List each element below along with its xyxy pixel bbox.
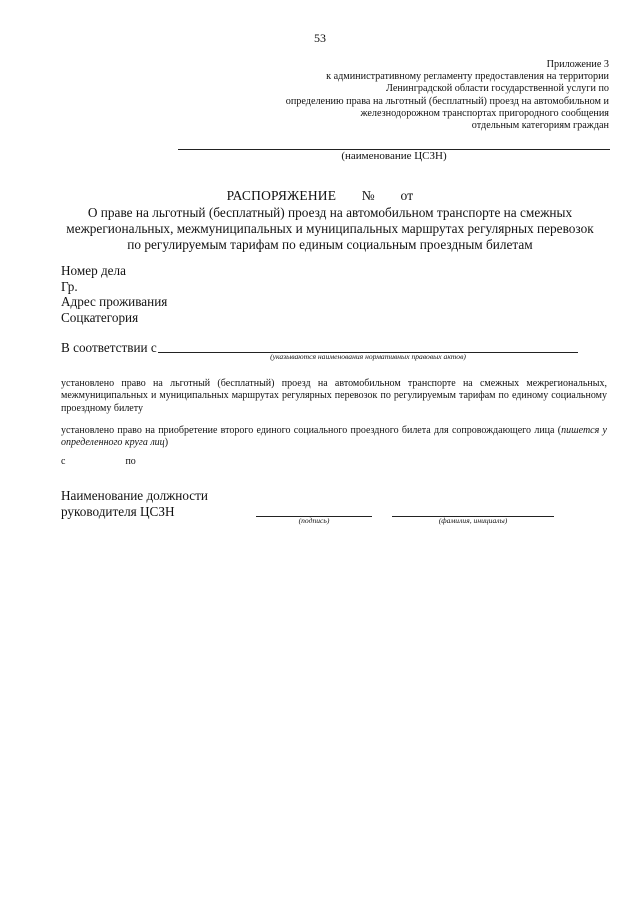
basis-label: В соответствии с [61, 340, 157, 355]
appendix-line: определению права на льготный (бесплатный) проезд на автомобильном и [285, 95, 609, 107]
social-category-label: Соцкатегория [61, 309, 139, 325]
second-ticket-paragraph [61, 425, 607, 450]
signature-caption: (подпись) [298, 516, 330, 525]
page-number: 53 [314, 31, 326, 45]
case-fields [61, 263, 167, 325]
head-position [61, 488, 208, 519]
appendix-line: Ленинградской области государственной услуги по [385, 83, 609, 95]
second-ticket-note: пишется у определенного круга лиц [61, 425, 607, 449]
order-title: РАСПОРЯЖЕНИЕ [226, 188, 337, 203]
order-number-label: № [361, 188, 375, 203]
position-line-2: руководителя ЦСЗН [61, 503, 175, 519]
appendix-header [189, 59, 609, 132]
citizen-label: Гр. [61, 278, 78, 294]
position-line-1: Наименование должности [61, 488, 208, 503]
address-label: Адрес проживания [61, 294, 168, 309]
org-name-caption: (наименование ЦСЗН) [341, 150, 447, 162]
second-ticket-close: ) [164, 437, 169, 449]
validity-period [61, 456, 136, 467]
right-established-paragraph: установлено право на льготный (бесплатный) проезд на автомобильном транспорте на смежных межрегиональных, межмуниципальных и муниципальных маршрутах регулярных перевозок по регулируемым тарифам по единому социальному проездному билету [61, 378, 607, 414]
order-date-label: от [400, 188, 414, 203]
order-subject: О праве на льготный (бесплатный) проезд на автомобильном транспорте на смежных межрегиональных, межмуниципальных и муниципальных маршрутах регулярных перевозок по регулируемым тарифам по единым социальным проездным билетам [66, 205, 594, 252]
period-to: по [125, 456, 136, 467]
second-ticket-text: установлено право на приобретение второго единого социального проездного билета для сопровождающего лица ( [61, 425, 562, 436]
case-number-label: Номер дела [61, 263, 126, 278]
appendix-line: Приложение 3 [546, 59, 609, 70]
order-heading [0, 188, 640, 204]
basis-caption: (указываются наименования нормативных правовых актов) [270, 352, 466, 361]
appendix-line: отдельным категориям граждан [471, 120, 609, 132]
name-caption: (фамилия, инициалы) [438, 516, 508, 525]
appendix-line: к административному регламенту предоставления на территории [326, 71, 609, 83]
period-from: с [61, 456, 66, 467]
appendix-line: железнодорожном транспортах пригородного сообщения [360, 107, 609, 119]
